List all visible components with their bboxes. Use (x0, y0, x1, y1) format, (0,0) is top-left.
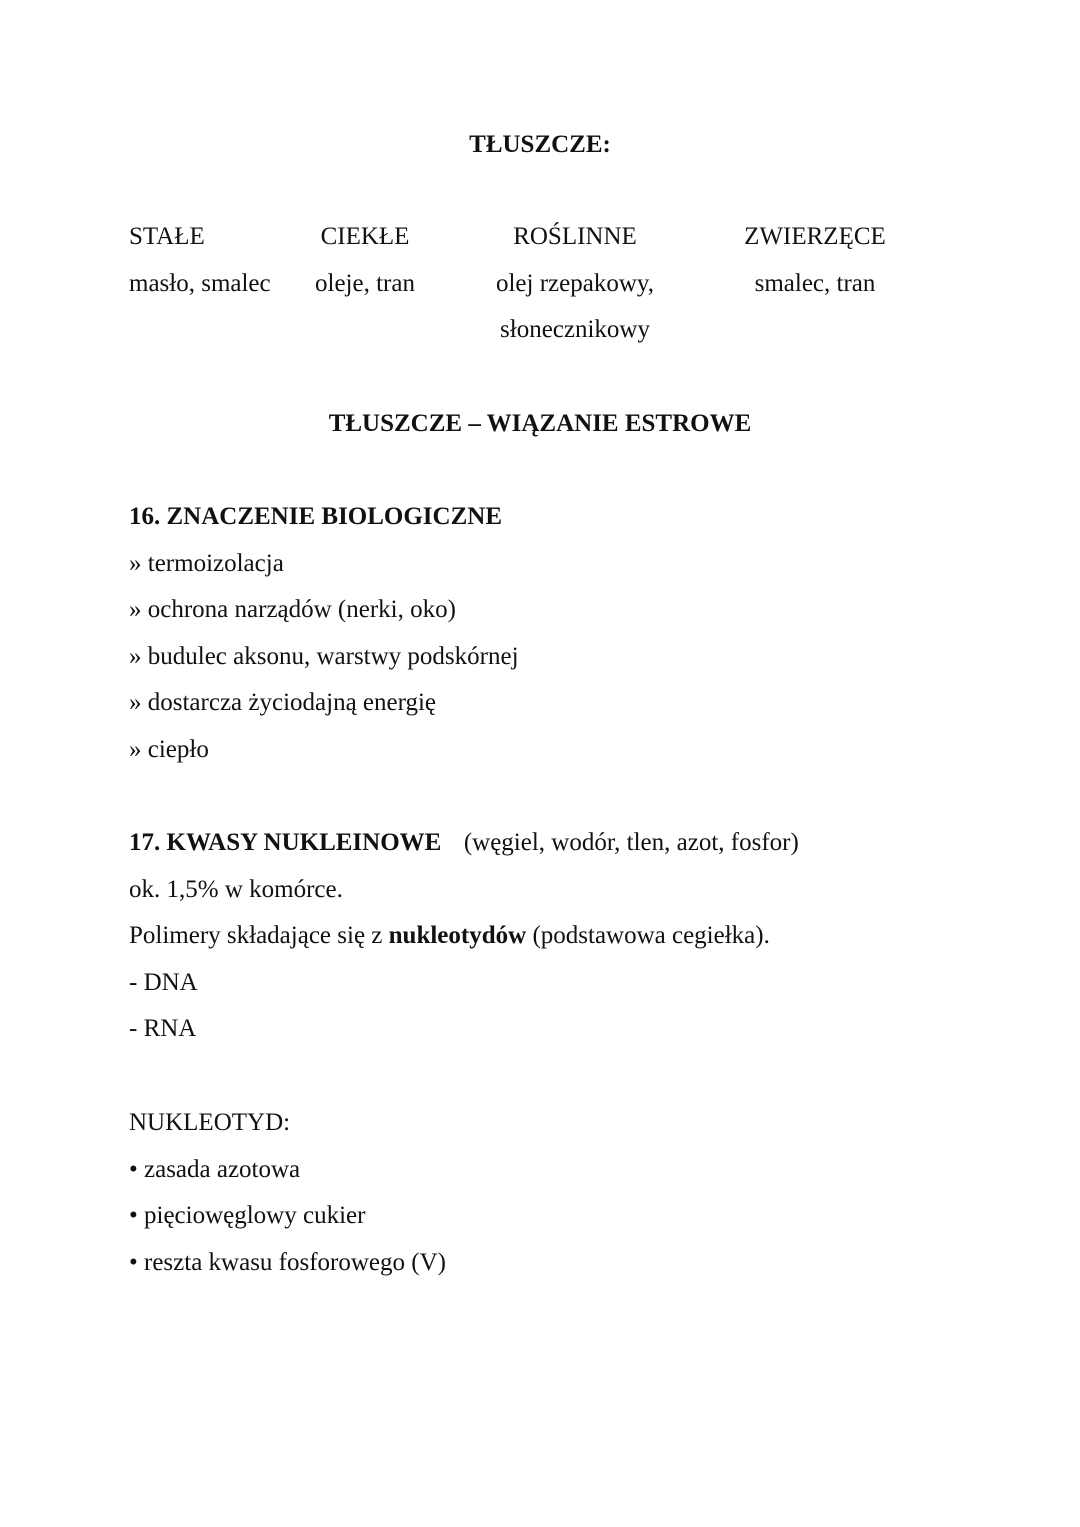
cell-stale: masło, smalec (129, 270, 271, 297)
cell-roslinne-cont: słonecznikowy (500, 316, 650, 343)
bond-title: TŁUSZCZE – WIĄZANIE ESTROWE (328, 410, 752, 437)
nucleotide-heading: NUKLEOTYD: (129, 1109, 291, 1136)
header-stale: STAŁE (129, 223, 205, 250)
section-17-line2 (129, 921, 770, 951)
list-item-dna: - DNA (129, 969, 198, 996)
list-item-rna: - RNA (129, 1015, 197, 1042)
line2-bold: nukleotydów (388, 922, 527, 949)
section-16-heading: 16. ZNACZENIE BIOLOGICZNE (129, 503, 502, 530)
section-17-line1: ok. 1,5% w komórce. (129, 876, 343, 903)
list-item: » ochrona narządów (nerki, oko) (129, 596, 456, 623)
list-item: » ciepło (129, 736, 209, 763)
list-item: • zasada azotowa (129, 1156, 301, 1183)
line2-pre: Polimery składające się z (129, 922, 389, 949)
section-17-heading-line (129, 828, 799, 858)
header-zwierzece: ZWIERZĘCE (744, 223, 886, 250)
list-item: • pięciowęglowy cukier (129, 1202, 366, 1229)
header-ciekle: CIEKŁE (320, 223, 410, 250)
header-roslinne: ROŚLINNE (513, 223, 637, 250)
list-item: » dostarcza życiodajną energię (129, 689, 437, 716)
section-17-note: (węgiel, wodór, tlen, azot, fosfor) (463, 829, 799, 856)
list-item: » budulec aksonu, warstwy podskórnej (129, 643, 519, 670)
cell-zwierzece: smalec, tran (754, 270, 876, 297)
line2-post: (podstawowa cegiełka). (526, 922, 770, 949)
page-title: TŁUSZCZE: (469, 131, 611, 158)
list-item: » termoizolacja (129, 550, 284, 577)
list-item: • reszta kwasu fosforowego (V) (129, 1249, 446, 1276)
cell-roslinne: olej rzepakowy, (495, 270, 655, 297)
section-17-heading: 17. KWASY NUKLEINOWE (129, 829, 442, 856)
cell-ciekle: oleje, tran (315, 270, 415, 297)
